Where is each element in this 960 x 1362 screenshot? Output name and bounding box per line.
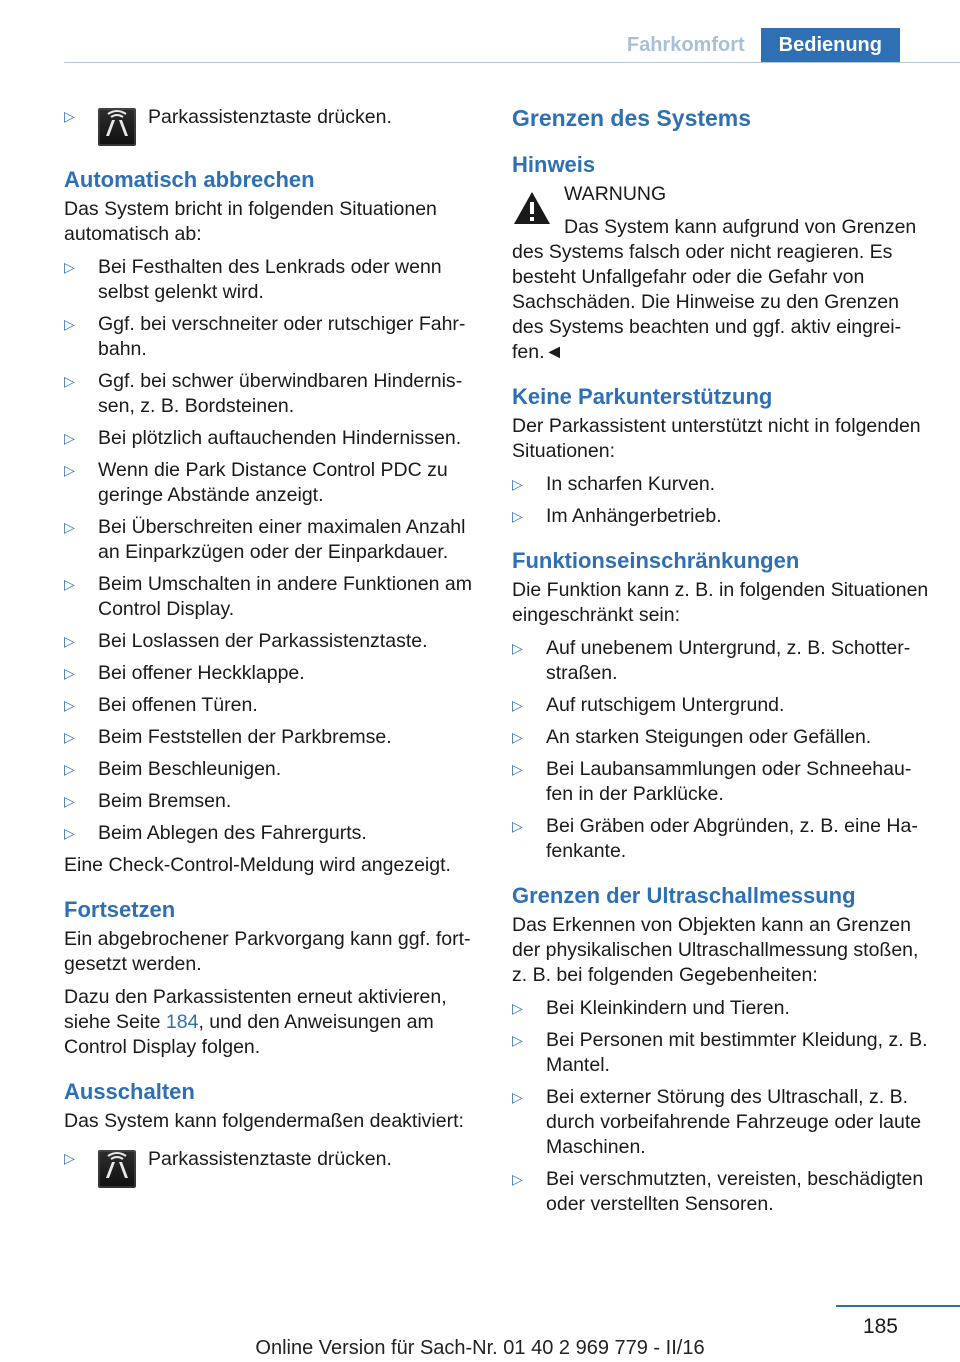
list-item-text: Beim Bremsen. [98,790,232,812]
no-support-list [512,472,930,529]
paragraph-reactivate [64,985,482,1060]
bullet-icon: ▷ [512,729,523,745]
bullet-icon: ▷ [64,729,75,745]
list-item-text: Im Anhängerbetrieb. [546,505,722,527]
list-item-text: Ggf. bei verschneiter oder rutschiger Fahrbahn. [98,313,466,360]
list-item-text: Bei Überschreiten einer maximalen Anzahl an Einparkzügen oder der Einparkdauer. [98,516,466,563]
bullet-icon: ▷ [64,430,75,446]
list-item-text: Bei Laubansammlungen oder Schneehaufen in der Parklücke. [546,758,912,805]
list-item [512,693,930,718]
bullet-icon: ▷ [512,697,523,713]
list-item [512,1167,930,1217]
list-item [512,1028,930,1078]
list-item [64,757,482,782]
paragraph-continue: Ein abgebrochener Parkvorgang kann ggf. fortgesetzt werden. [64,928,471,975]
list-item-text: Beim Ablegen des Fahrergurts. [98,822,367,844]
bullet-icon: ▷ [512,508,523,524]
bullet-icon: ▷ [512,476,523,492]
warning-box [512,182,930,365]
list-item-text: An starken Steigungen oder Gefällen. [546,726,872,748]
list-item [64,661,482,686]
bullet-icon: ▷ [64,576,75,592]
list-item [512,504,930,529]
list-item-text: Bei verschmutzten, vereisten, beschädigten oder verstellten Sensoren. [546,1168,924,1215]
list-item [64,629,482,654]
list-item [512,472,930,497]
park-assist-button-icon [98,1150,136,1188]
list-item-text: Bei Gräben oder Abgründen, z. B. eine Hafenkante. [546,815,918,862]
text-span: Dazu den Parkassistenten erneut aktivieren, siehe Seite [64,986,447,1033]
heading-keine-parkunterstuetzung: Keine Parkunterstützung [512,384,773,409]
list-item [64,515,482,565]
list-item [64,255,482,305]
list-item-text: Bei Kleinkindern und Tieren. [546,997,790,1019]
list-item [64,693,482,718]
tab-fahrkomfort[interactable]: Fahrkomfort [626,34,745,56]
bullet-icon: ▷ [64,108,75,124]
bullet-icon: ▷ [512,640,523,656]
list-item-text: Bei offenen Türen. [98,694,258,716]
list-item [512,636,930,686]
bullet-icon: ▷ [64,259,75,275]
list-item [512,996,930,1021]
heading-ausschalten: Ausschalten [64,1079,195,1104]
paragraph-off-intro: Das System kann folgendermaßen deaktiviert: [64,1110,464,1132]
bullet-icon: ▷ [512,1000,523,1016]
list-item [64,821,482,846]
heading-grenzen-der-ultraschallmessung: Grenzen der Ultraschallmessung [512,883,856,908]
heading-automatisch-abbrechen: Automatisch abbrechen [64,167,315,192]
list-item-text: Parkassistenztaste drücken. [148,1148,392,1170]
list-item-text: Bei externer Störung des Ultraschall, z. B. durch vorbeifahrende Fahrzeuge oder laute Maschinen. [546,1086,922,1158]
restrictions-list [512,636,930,864]
paragraph-ultrasound-intro: Das Erkennen von Objekten kann an Grenzen der physikalischen Ultraschallmessung stoßen, z. B. bei folgenden Gegebenheiten: [512,914,919,986]
paragraph-restrictions-intro: Die Funktion kann z. B. in folgenden Situationen eingeschränkt sein: [512,579,929,626]
heading-fortsetzen: Fortsetzen [64,897,176,922]
footer-version-note: Online Version für Sach-Nr. 01 40 2 969 779 - II/16 [255,1337,705,1359]
list-item-text: Beim Beschleunigen. [98,758,282,780]
left-column [64,100,482,1196]
bullet-icon: ▷ [64,761,75,777]
cancel-list [64,255,482,846]
list-item [512,725,930,750]
bullet-icon: ▷ [64,697,75,713]
list-item [64,312,482,362]
bullet-icon: ▷ [512,1089,523,1105]
warning-label: WARNUNG [564,183,667,205]
bullet-icon: ▷ [512,818,523,834]
paragraph-no-support-intro: Der Parkassistent unterstützt nicht in folgenden Situationen: [512,415,921,462]
list-item-text: Auf rutschigem Untergrund. [546,694,785,716]
list-item-text: Beim Feststellen der Parkbremse. [98,726,392,748]
list-item [64,725,482,750]
bullet-icon: ▷ [512,761,523,777]
list-item-text: Bei Loslassen der Parkassistenztaste. [98,630,428,652]
list-item [512,757,930,807]
bullet-icon: ▷ [64,373,75,389]
list-item-text: In scharfen Kurven. [546,473,716,495]
bullet-icon: ▷ [64,462,75,478]
paragraph-check-control-note: Eine Check-Control-Meldung wird angezeigt. [64,854,451,876]
page-number: 185 [862,1315,898,1338]
list-item-text: Wenn die Park Distance Control PDC zu geringe Abstände anzeigt. [98,459,448,506]
heading-grenzen-des-systems: Grenzen des Systems [512,105,752,131]
bullet-icon: ▷ [64,519,75,535]
bullet-icon: ▷ [64,825,75,841]
list-item [64,426,482,451]
footer-divider [836,1305,960,1307]
park-assist-button-icon [98,108,136,146]
ultrasound-list [512,996,930,1217]
list-item-text: Ggf. bei schwer überwindbaren Hindernissen, z. B. Bordsteinen. [98,370,463,417]
bullet-icon: ▷ [64,633,75,649]
list-item-text: Parkassistenztaste drücken. [148,106,392,128]
warning-triangle-icon [512,190,552,226]
text-span: , und den Anweisungen am Control Display folgen. [64,1011,434,1058]
header-divider [64,62,960,63]
list-item [512,1085,930,1160]
list-item-text: Bei plötzlich auftauchenden Hindernissen. [98,427,462,449]
heading-funktionseinschraenkungen: Funktionseinschränkungen [512,548,800,573]
right-column [512,100,930,1224]
bullet-icon: ▷ [512,1171,523,1187]
list-item-text: Bei offener Heckklappe. [98,662,305,684]
page-reference-link[interactable]: 184 [165,1011,199,1033]
list-item [64,789,482,814]
bullet-icon: ▷ [64,665,75,681]
warning-text: Das System kann aufgrund von Grenzen des Systems falsch oder nicht reagieren. Es besteht Unfallgefahr oder die Gefahr von Sachschäden. Die Hinweise zu den Grenzen des Systems beachten und ggf. aktiv eingreifen.◄ [512,216,917,363]
list-item-button-press [64,100,482,148]
header-tabs [611,28,900,62]
list-item [512,814,930,864]
bullet-icon: ▷ [512,1032,523,1048]
list-item [64,369,482,419]
bullet-icon: ▷ [64,316,75,332]
heading-hinweis: Hinweis [512,152,596,177]
list-item-text: Auf unebenem Untergrund, z. B. Schotterstraßen. [546,637,911,684]
list-item-button-press [64,1142,482,1190]
list-item-text: Bei Personen mit bestimmter Kleidung, z. B. Mantel. [546,1029,928,1076]
paragraph-cancel-intro: Das System bricht in folgenden Situationen automatisch ab: [64,198,437,245]
bullet-icon: ▷ [64,793,75,809]
list-item-text: Beim Umschalten in andere Funktionen am Control Display. [98,573,472,620]
tab-bedienung[interactable]: Bedienung [761,28,900,62]
list-item [64,572,482,622]
list-item-text: Bei Festhalten des Lenkrads oder wenn selbst gelenkt wird. [98,256,442,303]
bullet-icon: ▷ [64,1150,75,1166]
list-item [64,458,482,508]
